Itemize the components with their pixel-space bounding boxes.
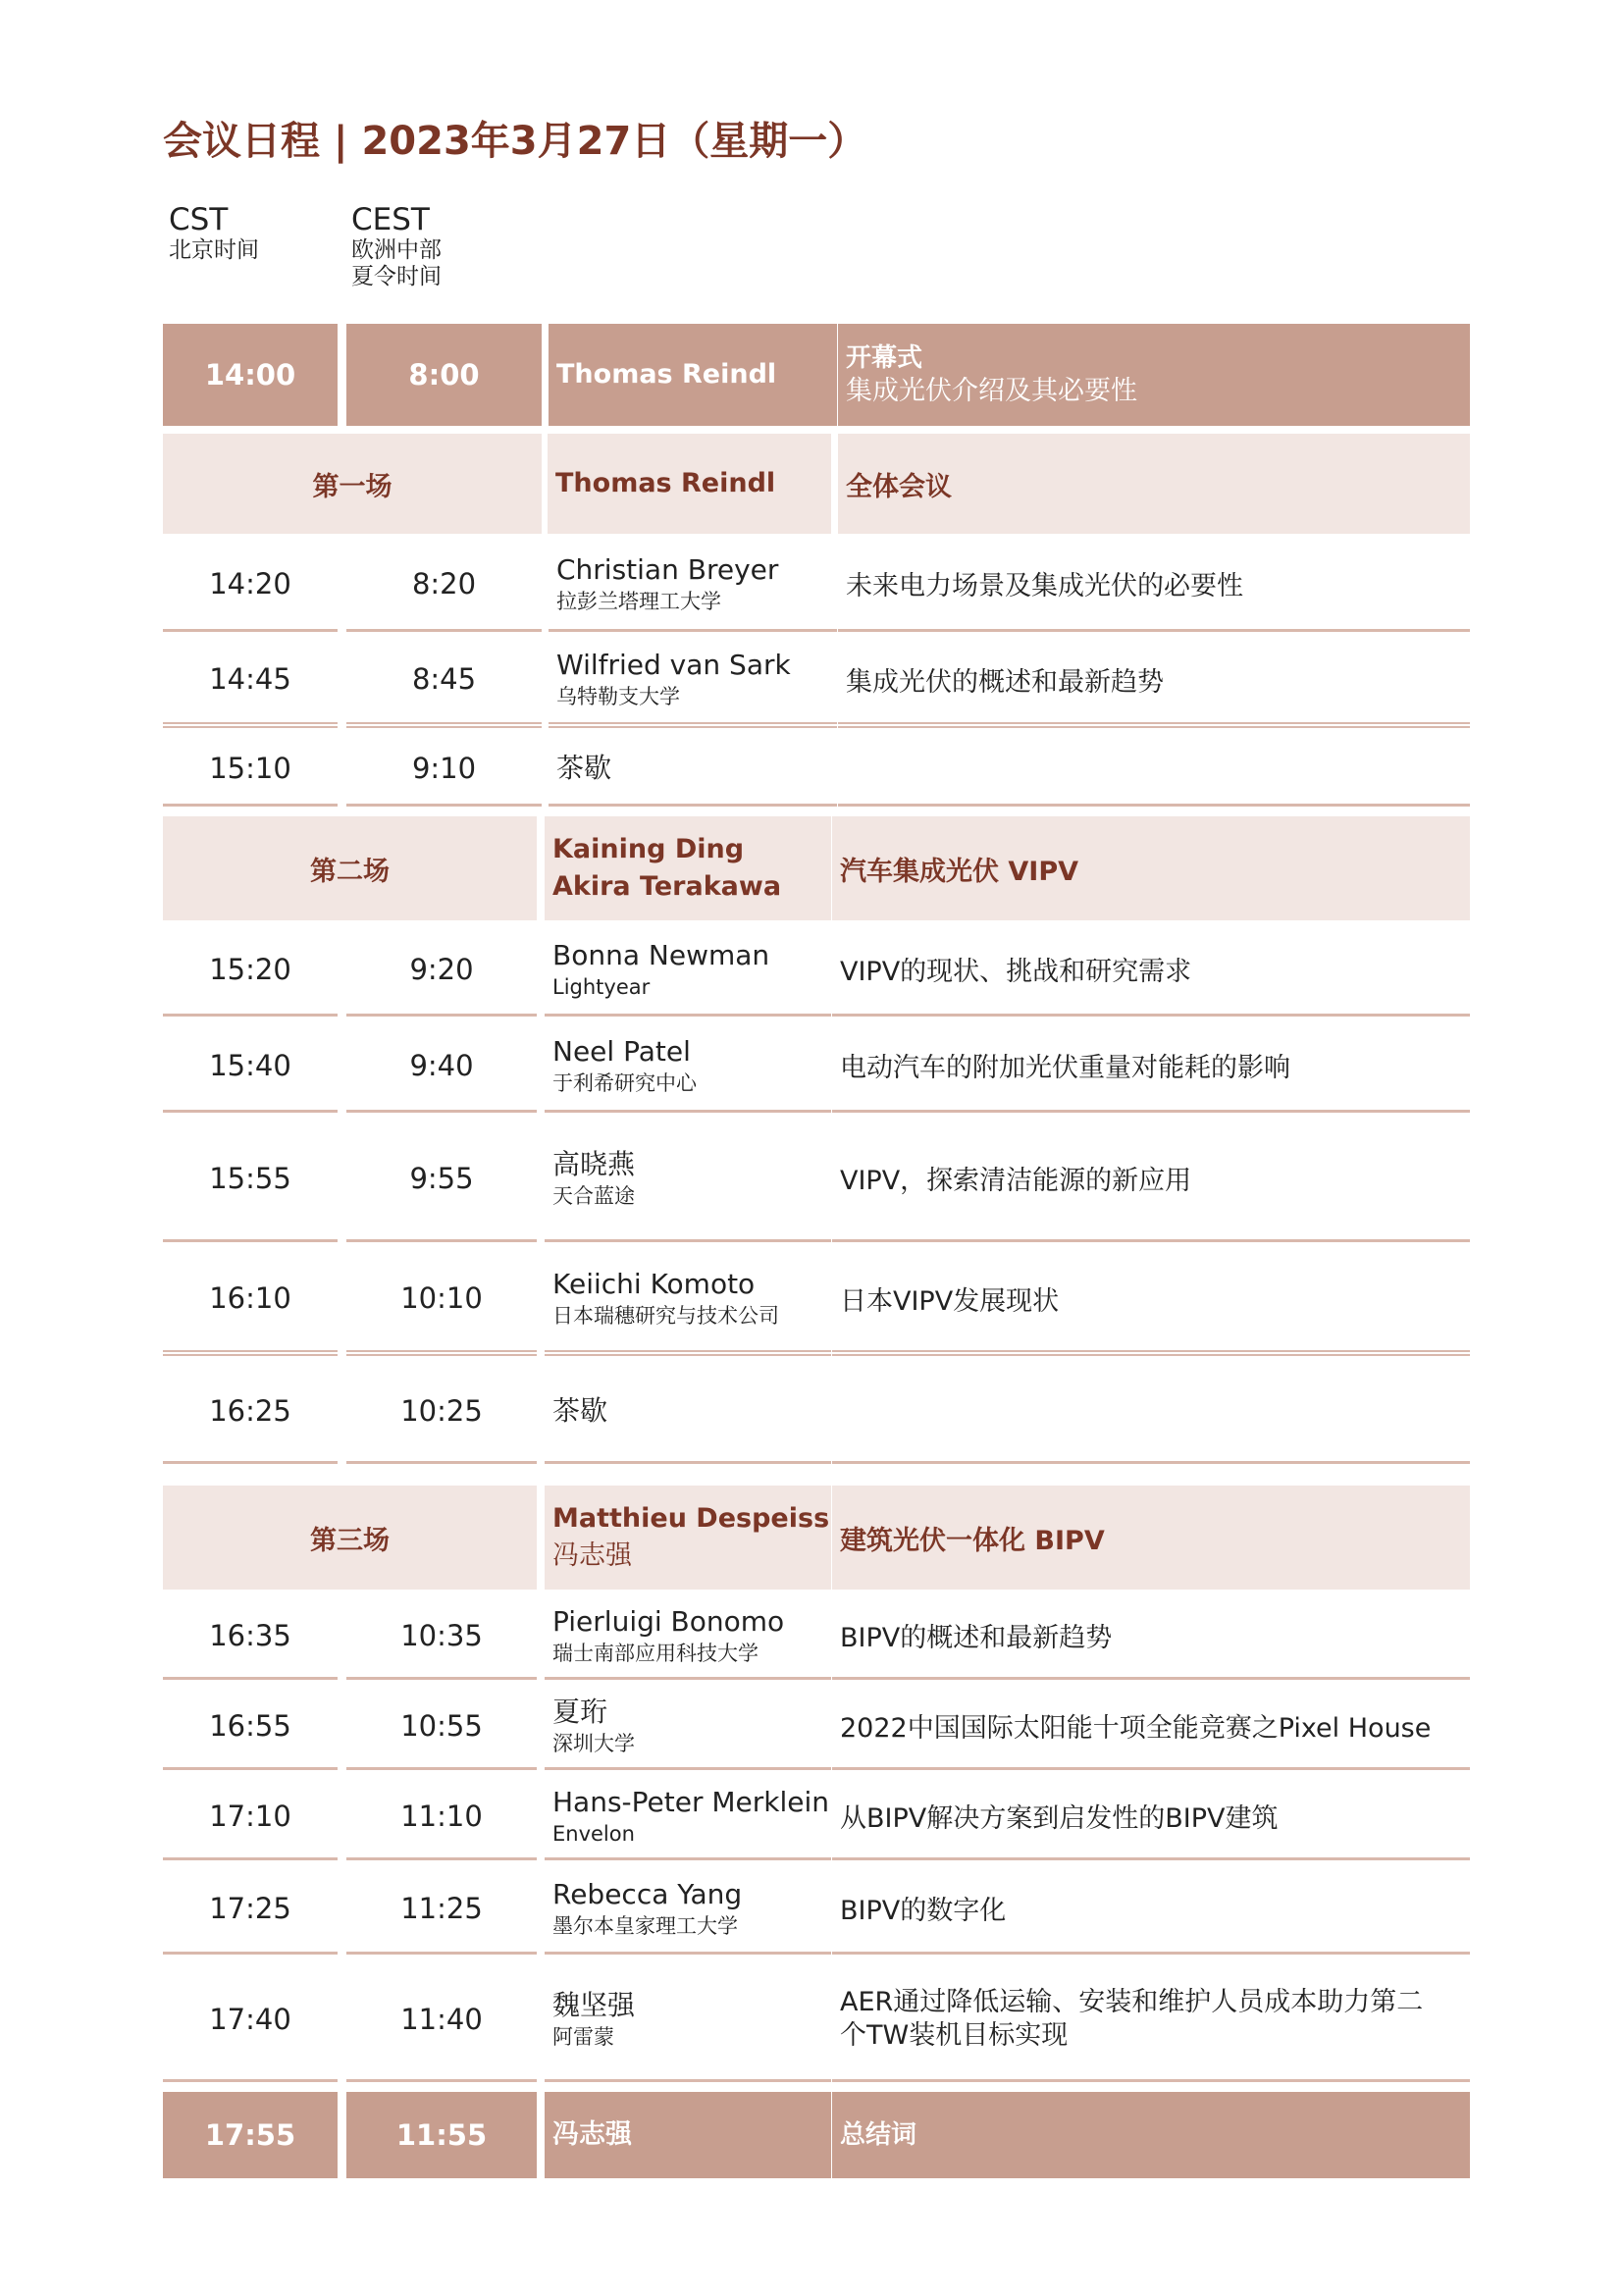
- speaker-cell: [545, 924, 831, 1017]
- topic-title: 开幕式: [846, 343, 923, 373]
- session-row: [163, 1486, 1470, 1590]
- speaker-affiliation: 拉彭兰塔理工大学: [556, 589, 721, 613]
- chair-name: Matthieu Despeiss: [552, 1503, 830, 1534]
- chair-cell: [548, 434, 831, 534]
- cst-time: 15:40: [163, 1020, 338, 1113]
- talk-topic: 从BIPV解决方案到启发性的BIPV建筑: [832, 1774, 1470, 1860]
- cst-time: 15:10: [163, 732, 338, 807]
- talk-row: [163, 1117, 1470, 1242]
- speaker-cell: [545, 1360, 831, 1464]
- cst-time: 16:55: [163, 1684, 338, 1770]
- cst-time: 17:25: [163, 1864, 338, 1955]
- session-label: 第二场: [163, 816, 537, 920]
- cst-time: 15:55: [163, 1117, 338, 1242]
- page-title: 会议日程 | 2023年3月27日（星期一）: [163, 119, 867, 164]
- speaker-cell: [545, 1117, 831, 1242]
- cest-time: 10:35: [346, 1593, 537, 1680]
- cst-time: 14:00: [163, 324, 338, 426]
- speaker-affiliation: 深圳大学: [552, 1731, 635, 1755]
- cest-time: 8:00: [346, 324, 542, 426]
- topic-line: 个TW装机目标实现: [840, 2019, 1069, 2051]
- talk-row: [163, 1020, 1470, 1113]
- session-row: [163, 816, 1470, 920]
- cest-time: 10:55: [346, 1684, 537, 1770]
- break-row: [163, 1360, 1470, 1464]
- talk-topic: 日本VIPV发展现状: [832, 1246, 1470, 1356]
- talk-topic: 集成光伏的概述和最新趋势: [838, 636, 1470, 728]
- speaker-cell: [549, 324, 837, 426]
- cest-time: 9:40: [346, 1020, 537, 1113]
- speaker-name: Neel Patel: [552, 1034, 691, 1068]
- chair-name: Akira Terakawa: [552, 871, 782, 902]
- speaker-affiliation: 瑞士南部应用科技大学: [552, 1641, 759, 1665]
- session-label: 第一场: [163, 434, 542, 534]
- topic-title: 总结词: [840, 2120, 917, 2150]
- cst-time: 17:40: [163, 1958, 338, 2082]
- cest-time: 8:20: [346, 538, 542, 632]
- speaker-name: Bonna Newman: [552, 938, 770, 971]
- speaker-name: Rebecca Yang: [552, 1877, 743, 1910]
- cest-time: 11:40: [346, 1958, 537, 2082]
- session-row: [163, 434, 1470, 534]
- session-label: 第三场: [163, 1486, 537, 1590]
- talk-topic: VIPV的现状、挑战和研究需求: [832, 924, 1470, 1017]
- cst-time: 15:20: [163, 924, 338, 1017]
- speaker-name: 夏珩: [552, 1695, 608, 1728]
- talk-topic: 电动汽车的附加光伏重量对能耗的影响: [832, 1020, 1470, 1113]
- topic-subtitle: 集成光伏介绍及其必要性: [846, 376, 1137, 406]
- cest-time: 11:25: [346, 1864, 537, 1955]
- talk-topic: [832, 1360, 1470, 1464]
- speaker-cell: [545, 1246, 831, 1356]
- talk-row: [163, 1246, 1470, 1356]
- chair-cell: [545, 1486, 831, 1590]
- break-row: [163, 732, 1470, 807]
- cest-time: 8:45: [346, 636, 542, 728]
- speaker-name: 冯志强: [552, 2119, 632, 2150]
- chair-cell: [545, 816, 831, 920]
- cest-time: 10:10: [346, 1246, 537, 1356]
- speaker-affiliation: 日本瑞穗研究与技术公司: [552, 1304, 779, 1328]
- talk-row: [163, 636, 1470, 728]
- speaker-affiliation: 天合蓝途: [552, 1183, 635, 1208]
- talk-topic: 未来电力场景及集成光伏的必要性: [838, 538, 1470, 632]
- session-topic: 汽车集成光伏 VIPV: [832, 816, 1470, 920]
- break-label: 茶歇: [552, 1393, 608, 1427]
- timezone-name: 北京时间: [169, 237, 259, 263]
- talk-row: [163, 1774, 1470, 1860]
- cest-time: 10:25: [346, 1360, 537, 1464]
- cst-time: 14:20: [163, 538, 338, 632]
- speaker-name: 高晓燕: [552, 1147, 636, 1180]
- break-label: 茶歇: [556, 751, 612, 784]
- speaker-cell: [549, 636, 837, 728]
- speaker-affiliation: 阿雷蒙: [552, 2024, 614, 2049]
- talk-topic: [832, 1958, 1470, 2082]
- session-topic: 建筑光伏一体化 BIPV: [832, 1486, 1470, 1590]
- chair-name: 冯志强: [552, 1540, 632, 1571]
- talk-topic: BIPV的数字化: [832, 1864, 1470, 1955]
- speaker-affiliation: 墨尔本皇家理工大学: [552, 1913, 738, 1938]
- talk-topic: BIPV的概述和最新趋势: [832, 1593, 1470, 1680]
- speaker-cell: [549, 732, 837, 807]
- speaker-name: Thomas Reindl: [556, 359, 777, 390]
- speaker-cell: [545, 1593, 831, 1680]
- talk-row: [163, 1593, 1470, 1680]
- timezone-abbr: CEST: [351, 202, 430, 237]
- speaker-cell: [545, 1020, 831, 1113]
- speaker-affiliation: Lightyear: [552, 974, 651, 999]
- talk-row: [163, 924, 1470, 1017]
- chair-name: Thomas Reindl: [555, 468, 776, 498]
- timezone-abbr: CST: [169, 202, 229, 237]
- speaker-affiliation: 于利希研究中心: [552, 1070, 697, 1095]
- talk-topic: [838, 732, 1470, 807]
- speaker-cell: [545, 1958, 831, 2082]
- speaker-cell: [545, 1684, 831, 1770]
- cst-time: 16:10: [163, 1246, 338, 1356]
- cest-time: 9:20: [346, 924, 537, 1017]
- talk-topic: 2022中国国际太阳能十项全能竞赛之Pixel House: [832, 1684, 1470, 1770]
- talk-row: [163, 1684, 1470, 1770]
- cest-time: 11:55: [346, 2092, 537, 2178]
- closing-row: [163, 2092, 1470, 2178]
- speaker-affiliation: 乌特勒支大学: [556, 685, 680, 708]
- speaker-affiliation: Envelon: [552, 1821, 635, 1846]
- speaker-name: Pierluigi Bonomo: [552, 1604, 785, 1638]
- cest-time: 11:10: [346, 1774, 537, 1860]
- talk-row: [163, 1864, 1470, 1955]
- talk-row: [163, 1958, 1470, 2082]
- speaker-name: 魏坚强: [552, 1988, 636, 2021]
- opening-row: [163, 324, 1470, 426]
- topic-line: AER通过降低运输、安装和维护人员成本助力第二: [840, 1986, 1424, 2017]
- topic-cell: [832, 2092, 1470, 2178]
- chair-name: Kaining Ding: [552, 834, 745, 864]
- speaker-name: Keiichi Komoto: [552, 1268, 756, 1300]
- session-topic: 全体会议: [838, 434, 1470, 534]
- cest-time: 9:55: [346, 1117, 537, 1242]
- cst-time: 17:55: [163, 2092, 338, 2178]
- talk-row: [163, 538, 1470, 632]
- speaker-cell: [549, 538, 837, 632]
- speaker-cell: [545, 2092, 831, 2178]
- talk-topic: VIPV，探索清洁能源的新应用: [832, 1117, 1470, 1242]
- speaker-name: Wilfried van Sark: [556, 649, 791, 681]
- cest-time: 9:10: [346, 732, 542, 807]
- speaker-cell: [545, 1774, 831, 1860]
- cst-time: 16:35: [163, 1593, 338, 1680]
- timezone-name: 夏令时间: [351, 264, 442, 289]
- cst-time: 16:25: [163, 1360, 338, 1464]
- cst-time: 17:10: [163, 1774, 338, 1860]
- timezone-name: 欧洲中部: [351, 237, 442, 263]
- speaker-name: Hans-Peter Merklein: [552, 1785, 830, 1818]
- speaker-name: Christian Breyer: [556, 552, 779, 586]
- cst-time: 14:45: [163, 636, 338, 728]
- topic-cell: [838, 324, 1470, 426]
- speaker-cell: [545, 1864, 831, 1955]
